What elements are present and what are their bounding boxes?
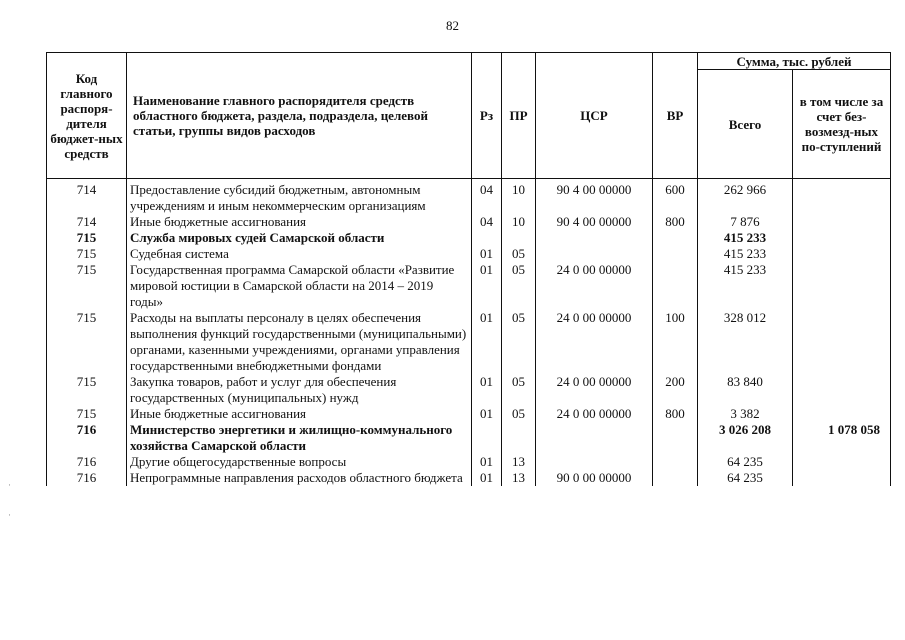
cell-code: 715 xyxy=(47,310,127,374)
cell-csr: 90 0 00 00000 xyxy=(536,470,653,486)
cell-code: 715 xyxy=(47,230,127,246)
cell-total: 7 876 xyxy=(698,214,793,230)
cell-pr: 13 xyxy=(502,454,536,470)
cell-vr xyxy=(653,246,698,262)
cell-csr xyxy=(536,454,653,470)
cell-total: 328 012 xyxy=(698,310,793,374)
cell-rz: 01 xyxy=(472,454,502,470)
table-row xyxy=(47,262,891,310)
cell-total: 64 235 xyxy=(698,454,793,470)
cell-csr xyxy=(536,230,653,246)
cell-code: 715 xyxy=(47,246,127,262)
cell-code: 715 xyxy=(47,406,127,422)
budget-table xyxy=(46,52,891,486)
cell-total: 3 026 208 xyxy=(698,422,793,454)
cell-code: 715 xyxy=(47,374,127,406)
cell-free xyxy=(793,246,891,262)
cell-pr: 05 xyxy=(502,262,536,310)
header-code: Код главного распоря-дителя бюджет-ных средств xyxy=(47,53,127,179)
scan-artifact: · xyxy=(8,510,11,520)
table-row xyxy=(47,246,891,262)
cell-free xyxy=(793,470,891,486)
cell-free xyxy=(793,179,891,215)
header-vr: ВР xyxy=(653,53,698,179)
cell-vr xyxy=(653,454,698,470)
cell-total: 415 233 xyxy=(698,262,793,310)
cell-name: Закупка товаров, работ и услуг для обеспечения государственных (муниципальных) нужд xyxy=(127,374,472,406)
cell-vr: 200 xyxy=(653,374,698,406)
page-number: 82 xyxy=(446,18,459,33)
cell-total: 415 233 xyxy=(698,230,793,246)
cell-name: Судебная система xyxy=(127,246,472,262)
cell-rz: 01 xyxy=(472,310,502,374)
cell-vr: 100 xyxy=(653,310,698,374)
cell-free xyxy=(793,454,891,470)
cell-code: 714 xyxy=(47,179,127,215)
cell-code: 715 xyxy=(47,262,127,310)
table-row xyxy=(47,374,891,406)
cell-csr: 90 4 00 00000 xyxy=(536,214,653,230)
cell-name: Непрограммные направления расходов областного бюджета xyxy=(127,470,472,486)
table-row xyxy=(47,230,891,246)
cell-free xyxy=(793,310,891,374)
table-row xyxy=(47,470,891,486)
cell-vr: 800 xyxy=(653,406,698,422)
header-name: Наименование главного распорядителя средств областного бюджета, раздела, подраздела, целевой статьи, группы видов расходов xyxy=(127,53,472,179)
cell-total: 3 382 xyxy=(698,406,793,422)
cell-vr xyxy=(653,262,698,310)
cell-pr: 10 xyxy=(502,179,536,215)
cell-csr: 24 0 00 00000 xyxy=(536,310,653,374)
cell-pr xyxy=(502,230,536,246)
table-row xyxy=(47,406,891,422)
cell-csr xyxy=(536,246,653,262)
cell-name: Иные бюджетные ассигнования xyxy=(127,406,472,422)
cell-rz: 01 xyxy=(472,406,502,422)
cell-csr: 24 0 00 00000 xyxy=(536,406,653,422)
cell-free: 1 078 058 xyxy=(793,422,891,454)
header-csr: ЦСР xyxy=(536,53,653,179)
cell-vr xyxy=(653,422,698,454)
cell-pr: 05 xyxy=(502,374,536,406)
table-row xyxy=(47,179,891,215)
cell-rz: 01 xyxy=(472,262,502,310)
cell-code: 716 xyxy=(47,470,127,486)
cell-vr xyxy=(653,470,698,486)
header-free: в том числе за счет без-возмезд-ных по-ступлений xyxy=(793,70,891,179)
cell-free xyxy=(793,214,891,230)
cell-rz: 01 xyxy=(472,470,502,486)
cell-name: Служба мировых судей Самарской области xyxy=(127,230,472,246)
cell-code: 716 xyxy=(47,454,127,470)
cell-pr xyxy=(502,422,536,454)
cell-free xyxy=(793,230,891,246)
cell-name: Другие общегосударственные вопросы xyxy=(127,454,472,470)
cell-total: 262 966 xyxy=(698,179,793,215)
cell-pr: 05 xyxy=(502,310,536,374)
cell-pr: 05 xyxy=(502,246,536,262)
cell-code: 716 xyxy=(47,422,127,454)
cell-vr: 800 xyxy=(653,214,698,230)
table-row xyxy=(47,214,891,230)
cell-pr: 10 xyxy=(502,214,536,230)
cell-csr xyxy=(536,422,653,454)
cell-name: Предоставление субсидий бюджетным, автономным учреждениям и иным некоммерческим организациям xyxy=(127,179,472,215)
cell-csr: 24 0 00 00000 xyxy=(536,262,653,310)
cell-name: Государственная программа Самарской области «Развитие мировой юстиции в Самарской области на 2014 – 2019 годы» xyxy=(127,262,472,310)
table-row xyxy=(47,422,891,454)
cell-free xyxy=(793,374,891,406)
cell-csr: 24 0 00 00000 xyxy=(536,374,653,406)
cell-rz: 04 xyxy=(472,179,502,215)
cell-rz xyxy=(472,422,502,454)
cell-rz xyxy=(472,230,502,246)
cell-vr xyxy=(653,230,698,246)
header-pr: ПР xyxy=(502,53,536,179)
cell-total: 83 840 xyxy=(698,374,793,406)
table-row xyxy=(47,310,891,374)
header-sum: Сумма, тыс. рублей xyxy=(698,53,891,70)
cell-vr: 600 xyxy=(653,179,698,215)
cell-pr: 05 xyxy=(502,406,536,422)
scan-artifact: · xyxy=(8,480,11,490)
cell-rz: 01 xyxy=(472,246,502,262)
cell-rz: 01 xyxy=(472,374,502,406)
cell-name: Расходы на выплаты персоналу в целях обеспечения выполнения функций государственными (муниципальными) органами, казенными учреждениями, органами управления государственными внебюджетными фондами xyxy=(127,310,472,374)
cell-code: 714 xyxy=(47,214,127,230)
header-total: Всего xyxy=(698,70,793,179)
table-row xyxy=(47,454,891,470)
table-body xyxy=(47,179,891,487)
cell-pr: 13 xyxy=(502,470,536,486)
cell-rz: 04 xyxy=(472,214,502,230)
cell-csr: 90 4 00 00000 xyxy=(536,179,653,215)
header-rz: Рз xyxy=(472,53,502,179)
cell-free xyxy=(793,406,891,422)
cell-name: Иные бюджетные ассигнования xyxy=(127,214,472,230)
cell-name: Министерство энергетики и жилищно-коммунального хозяйства Самарской области xyxy=(127,422,472,454)
cell-total: 64 235 xyxy=(698,470,793,486)
cell-free xyxy=(793,262,891,310)
cell-total: 415 233 xyxy=(698,246,793,262)
